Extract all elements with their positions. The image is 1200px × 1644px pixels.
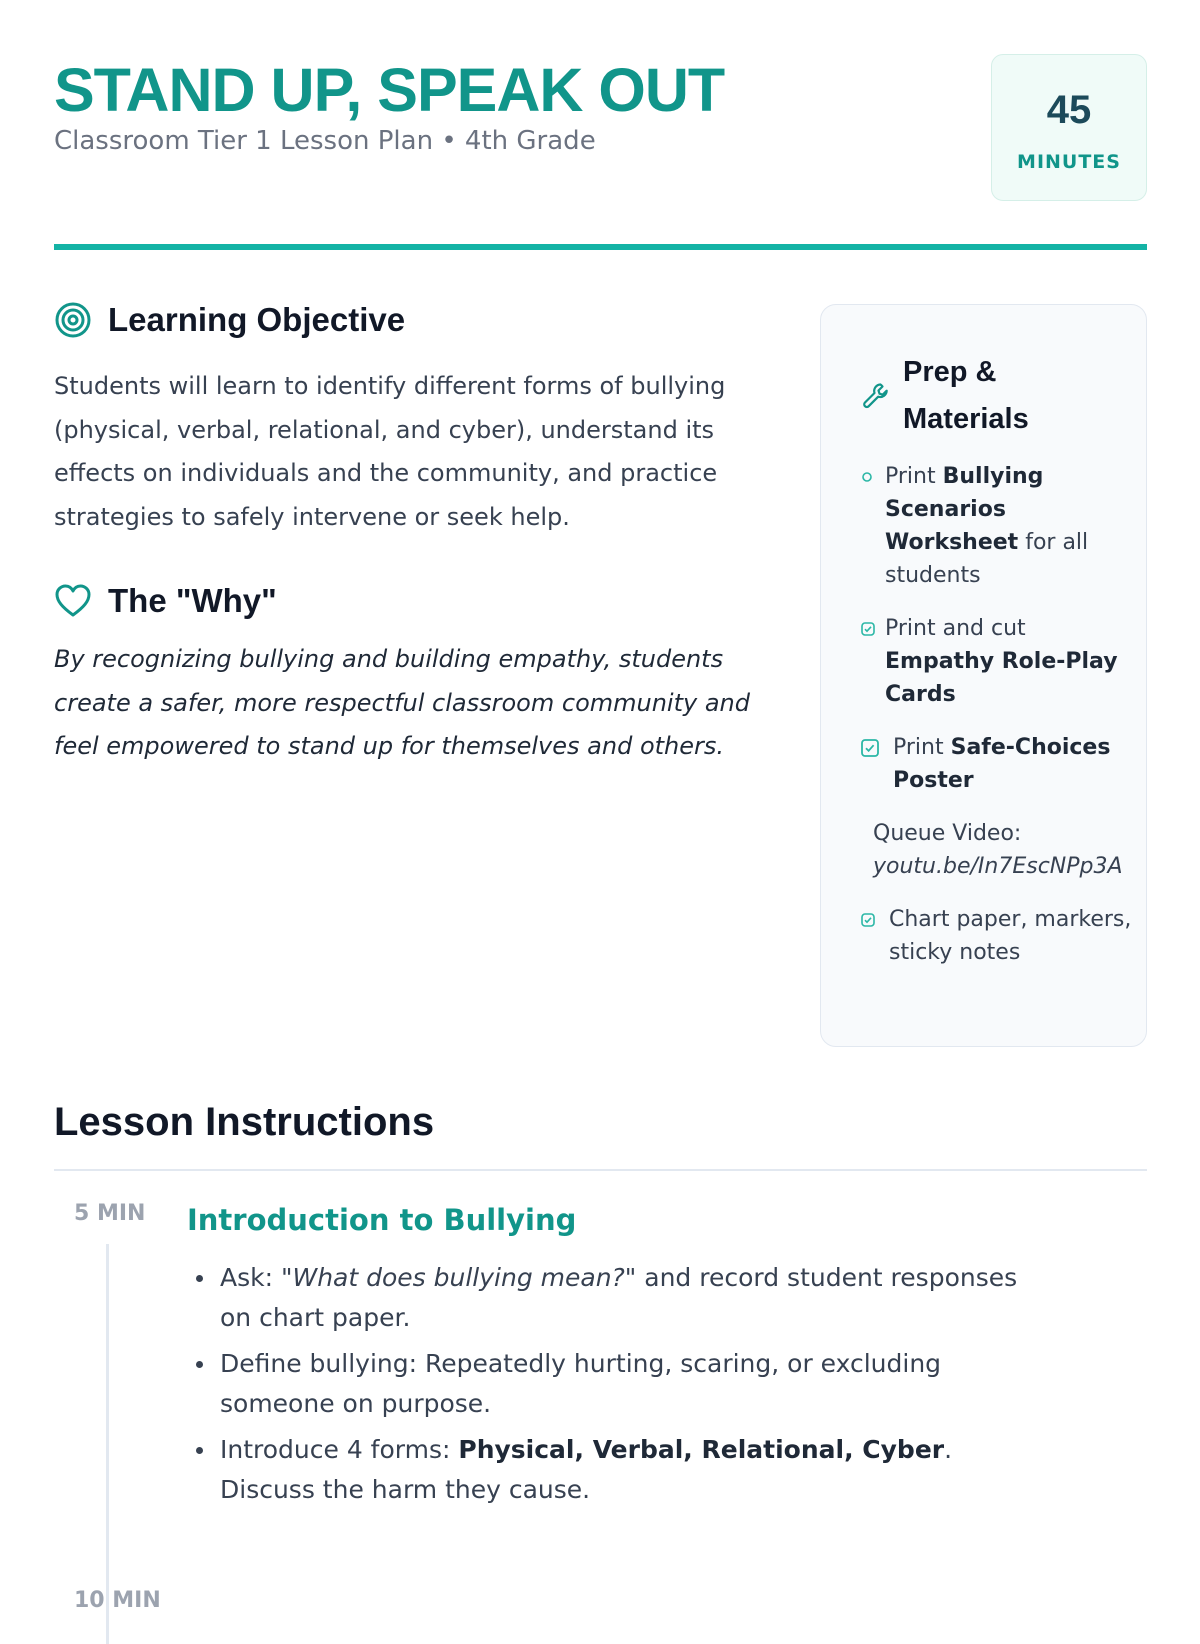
prep-item: Chart paper, markers, sticky notes: [861, 903, 1141, 969]
step-title: Introduction to Bullying: [187, 1203, 577, 1237]
video-link[interactable]: youtu.be/In7EscNPp3A: [873, 854, 1123, 879]
page-subtitle: Classroom Tier 1 Lesson Plan • 4th Grade: [54, 126, 596, 156]
wrench-icon: [861, 381, 891, 411]
duration-badge: [991, 54, 1147, 201]
step-time: 5 MIN: [74, 1201, 146, 1226]
objective-heading: Learning Objective: [108, 301, 406, 338]
duration-unit: MINUTES: [1017, 151, 1121, 173]
prep-item-bold: Safe-Choices Poster: [893, 735, 1111, 793]
checkbox-icon: [861, 739, 879, 757]
step-time: 10 MIN: [74, 1588, 161, 1613]
video-label: Queue Video:: [873, 821, 1022, 846]
prep-item-bold: Bullying Scenarios Worksheet: [885, 464, 1044, 555]
lesson-heading: Lesson Instructions: [54, 1100, 435, 1144]
duration-value: 45: [1046, 88, 1092, 132]
prep-heading: Prep & Materials: [903, 356, 1029, 435]
objective-text: Students will learn to identify different forms of bullying (physical, verbal, relational, and cyber), understand its effects on individuals and the community, and practice strategies to safely intervene or seek help.: [54, 372, 726, 531]
checkbox-icon: [861, 913, 875, 927]
prep-item-video: [861, 817, 1141, 883]
objective-header: [54, 301, 405, 339]
step-bullets: [220, 1258, 1020, 1516]
page-title: STAND UP, SPEAK OUT: [54, 56, 725, 124]
why-text: By recognizing bullying and building empathy, students create a safer, more respectful classroom community and feel empowered to stand up for themselves and others.: [54, 645, 750, 760]
circle-icon: [861, 471, 873, 483]
header-divider: [54, 244, 1147, 250]
prep-item-bold: Empathy Role-Play Cards: [885, 649, 1118, 707]
prep-header: [861, 349, 1093, 443]
prep-item: Print Bullying Scenarios Worksheet for all students: [861, 460, 1141, 592]
prep-list: [861, 460, 1141, 989]
step-bullet: Ask: "What does bullying mean?" and record student responses on chart paper.: [220, 1258, 1020, 1338]
target-icon: [54, 301, 92, 339]
step-bullet: Introduce 4 forms: Physical, Verbal, Relational, Cyber. Discuss the harm they cause.: [220, 1430, 1020, 1510]
prep-materials-card: [820, 304, 1147, 1047]
checkbox-icon: [861, 622, 875, 636]
step-bullet: Define bullying: Repeatedly hurting, scaring, or excluding someone on purpose.: [220, 1344, 1020, 1424]
why-header: [54, 582, 277, 620]
why-heading: The "Why": [108, 582, 277, 619]
heart-icon: [54, 582, 92, 620]
timeline-line: [106, 1244, 109, 1644]
lesson-plan-page: [54, 0, 1147, 1613]
prep-item: Print and cut Empathy Role-Play Cards: [861, 612, 1141, 711]
lesson-divider: [54, 1169, 1147, 1171]
prep-item: Print Safe-Choices Poster: [861, 731, 1141, 797]
